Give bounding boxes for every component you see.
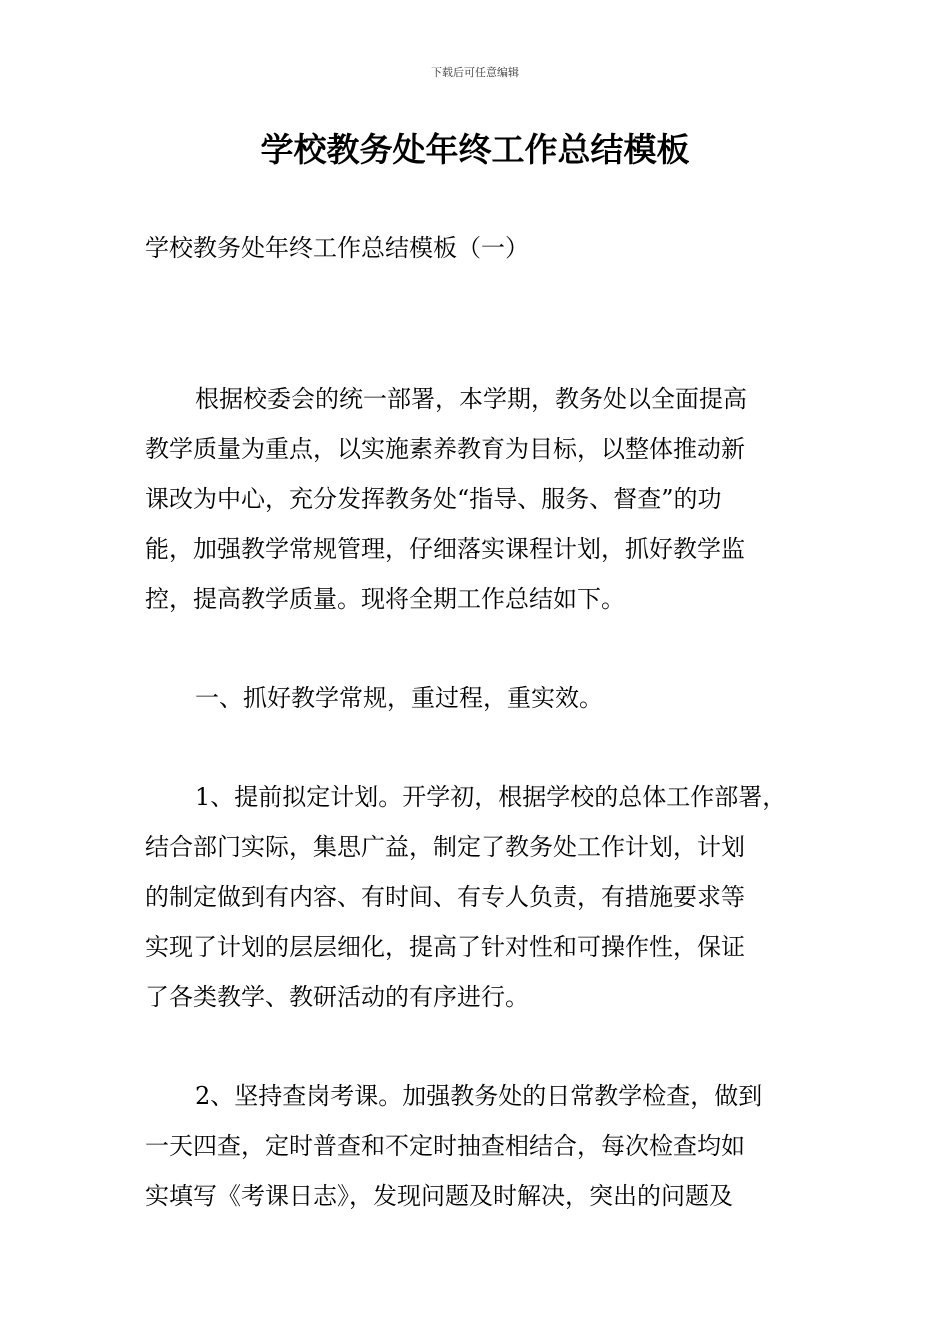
paragraph-line: 教学质量为重点，以实施素养教育为目标，以整体推动新: [145, 435, 745, 463]
paragraph-line: 2、坚持查岗考课。加强教务处的日常教学检查，做到: [195, 1082, 763, 1110]
paragraph-item-2: [145, 1071, 825, 1221]
paragraph-line: 1、提前拟定计划。开学初，根据学校的总体工作部署，: [195, 783, 787, 811]
paragraph-item-1: [145, 772, 825, 1022]
paragraph-line: 了各类教学、教研活动的有序进行。: [145, 983, 529, 1011]
paragraph-line: 课改为中心，充分发挥教务处“指导、服务、督查”的功: [145, 485, 722, 513]
paragraph-intro: [145, 374, 825, 624]
section-heading: [145, 673, 825, 723]
paragraph-line: 控，提高教学质量。现将全期工作总结如下。: [145, 585, 625, 613]
paragraph-line: 实现了计划的层层细化，提高了针对性和可操作性，保证: [145, 933, 745, 961]
header-note: 下载后可任意编辑: [431, 66, 519, 79]
document-title: 学校教务处年终工作总结模板: [260, 130, 690, 169]
document-subtitle: 学校教务处年终工作总结模板（一）: [145, 234, 529, 262]
paragraph-line: 实填写《考课日志》，发现问题及时解决，突出的问题及: [145, 1182, 733, 1210]
paragraph-line: 一天四查，定时普查和不定时抽查相结合，每次检查均如: [145, 1132, 745, 1160]
paragraph-line: 能，加强教学常规管理，仔细落实课程计划，抓好教学监: [145, 535, 745, 563]
paragraph-line: 的制定做到有内容、有时间、有专人负责，有措施要求等: [145, 883, 745, 911]
section-heading-line: 一、抓好教学常规，重过程，重实效。: [195, 684, 603, 712]
paragraph-line: 结合部门实际，集思广益，制定了教务处工作计划，计划: [145, 833, 745, 861]
paragraph-line: 根据校委会的统一部署，本学期，教务处以全面提高: [195, 385, 747, 413]
